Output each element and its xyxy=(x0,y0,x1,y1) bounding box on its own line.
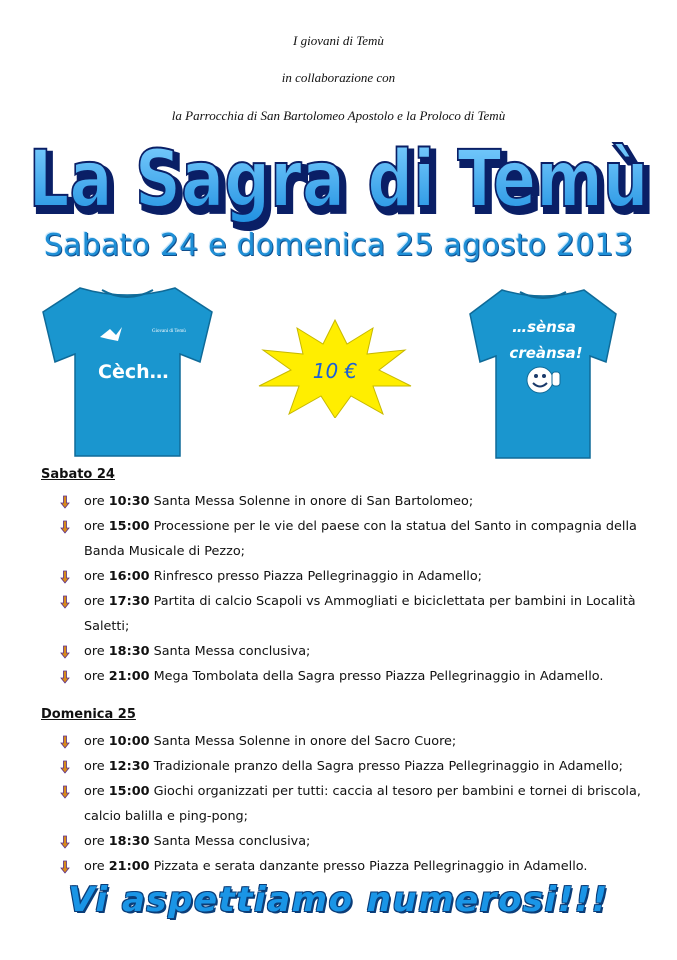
time-prefix: ore xyxy=(84,734,109,749)
arrow-bullet-icon xyxy=(58,520,72,534)
event-text: Santa Messa conclusiva; xyxy=(149,834,311,849)
list-item xyxy=(58,829,658,854)
time-prefix: ore xyxy=(84,494,109,509)
time-prefix: ore xyxy=(84,759,109,774)
tshirt-back-text-1: …sènsa xyxy=(512,318,576,336)
event-time: 21:00 xyxy=(108,669,150,684)
arrow-bullet-icon xyxy=(58,670,72,684)
event-text: Partita di calcio Scapoli vs Ammogliati e biciclettata per bambini in Località Saletti; xyxy=(84,594,636,634)
tshirt-back-text-2: creànsa! xyxy=(509,344,583,362)
tshirt-front-image xyxy=(40,280,215,460)
price-text: 10 € xyxy=(312,359,358,383)
event-time: 16:00 xyxy=(108,569,150,584)
section-title-saturday: Sabato 24 xyxy=(41,467,115,482)
time-prefix: ore xyxy=(84,594,109,609)
list-item xyxy=(58,514,658,564)
list-item xyxy=(58,564,658,589)
tshirt-front-text: Cèch… xyxy=(98,361,169,383)
arrow-bullet-icon xyxy=(58,835,72,849)
arrow-bullet-icon xyxy=(58,645,72,659)
event-text: Rinfresco presso Piazza Pellegrinaggio in Adamello; xyxy=(149,569,482,584)
list-item xyxy=(58,639,658,664)
time-prefix: ore xyxy=(84,859,109,874)
event-dates: Sabato 24 e domenica 25 agosto 2013 xyxy=(43,228,634,263)
event-time: 15:00 xyxy=(108,519,150,534)
list-item xyxy=(58,729,658,754)
time-prefix: ore xyxy=(84,669,109,684)
arrow-bullet-icon xyxy=(58,860,72,874)
event-time: 10:00 xyxy=(108,734,150,749)
page-title xyxy=(0,128,677,228)
event-text: Santa Messa conclusiva; xyxy=(149,644,311,659)
arrow-bullet-icon xyxy=(58,570,72,584)
event-text: Tradizionale pranzo della Sagra presso Piazza Pellegrinaggio in Adamello; xyxy=(149,759,623,774)
time-prefix: ore xyxy=(84,644,109,659)
section-title-sunday: Domenica 25 xyxy=(41,707,136,722)
event-text: Santa Messa Solenne in onore del Sacro Cuore; xyxy=(149,734,457,749)
event-text: Processione per le vie del paese con la statua del Santo in compagnia della Banda Musicale di Pezzo; xyxy=(84,519,637,559)
list-item xyxy=(58,854,658,879)
list-item xyxy=(58,489,658,514)
event-time: 12:30 xyxy=(108,759,150,774)
arrow-bullet-icon xyxy=(58,495,72,509)
list-item xyxy=(58,589,658,639)
time-prefix: ore xyxy=(84,784,109,799)
event-text: Mega Tombolata della Sagra presso Piazza Pellegrinaggio in Adamello. xyxy=(149,669,604,684)
event-time: 10:30 xyxy=(108,494,150,509)
time-prefix: ore xyxy=(84,519,109,534)
event-time: 17:30 xyxy=(108,594,150,609)
arrow-bullet-icon xyxy=(58,785,72,799)
event-text: Santa Messa Solenne in onore di San Bartolomeo; xyxy=(149,494,474,509)
title-shadow: La Sagra di Temù xyxy=(32,140,653,230)
price-burst xyxy=(255,318,415,418)
event-time: 15:00 xyxy=(108,784,150,799)
tshirt-small-text: Giovani di Temù xyxy=(152,329,186,334)
list-item xyxy=(58,664,658,689)
intro-line-3: la Parrocchia di San Bartolomeo Apostolo e la Proloco di Temù xyxy=(171,108,506,123)
event-list-sunday xyxy=(58,729,658,879)
event-time: 18:30 xyxy=(108,644,150,659)
intro-line-2: in collaborazione con xyxy=(281,70,396,85)
event-text: Giochi organizzati per tutti: caccia al tesoro per bambini e tornei di briscola, calcio balilla e ping-pong; xyxy=(84,784,641,824)
time-prefix: ore xyxy=(84,834,109,849)
list-item xyxy=(58,779,658,829)
event-list-saturday xyxy=(58,489,658,689)
time-prefix: ore xyxy=(84,569,109,584)
arrow-bullet-icon xyxy=(58,735,72,749)
arrow-bullet-icon xyxy=(58,760,72,774)
event-time: 18:30 xyxy=(108,834,150,849)
title-text: La Sagra di Temù xyxy=(28,135,649,225)
event-text: Pizzata e serata danzante presso Piazza Pellegrinaggio in Adamello. xyxy=(149,859,588,874)
closing-slogan: Vi aspettiamo numerosi!!! xyxy=(68,880,609,920)
intro-line-1: I giovani di Temù xyxy=(293,33,384,48)
list-item xyxy=(58,754,658,779)
tshirt-back-image xyxy=(468,282,618,462)
arrow-bullet-icon xyxy=(58,595,72,609)
event-time: 21:00 xyxy=(108,859,150,874)
